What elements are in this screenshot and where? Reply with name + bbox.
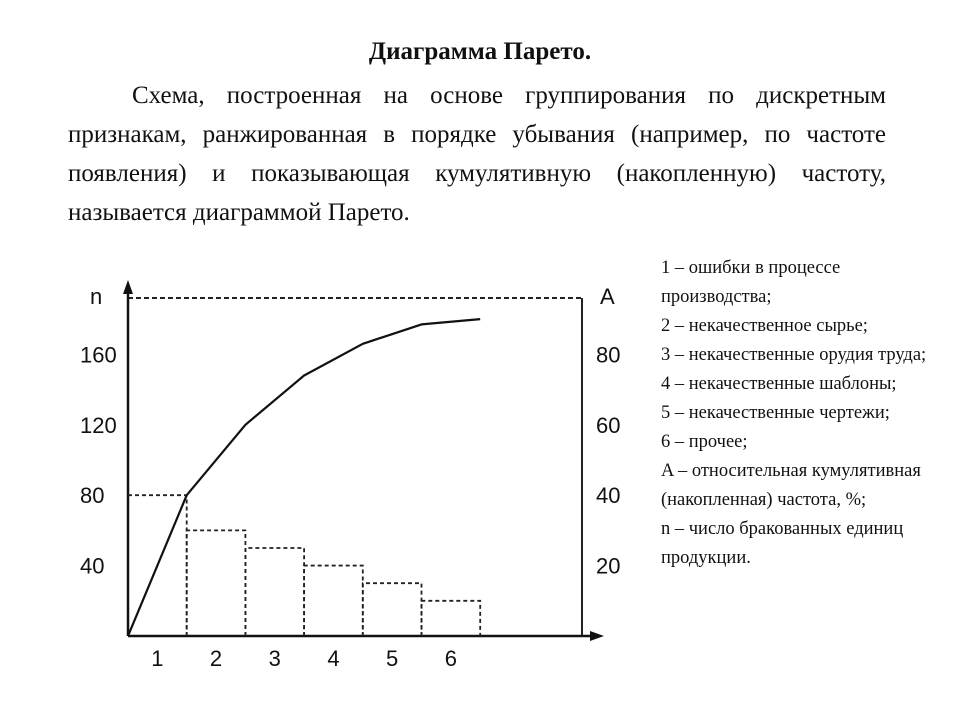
bar xyxy=(422,601,481,636)
y2-tick-label: 60 xyxy=(596,412,621,438)
intro-paragraph: Схема, построенная на основе группирования по дискретным признакам, ранжированная в порядке убывания (например, по частоте появления) и показывающая кумулятивную (накопленную) частоту, называется диаграммой Парето. xyxy=(68,82,886,226)
x-tick-label: 4 xyxy=(327,646,340,671)
y-tick-label: 120 xyxy=(80,412,117,438)
cumulative-line xyxy=(128,319,480,636)
y2-tick-label: 80 xyxy=(596,342,621,368)
legend-item-6: 6 – прочее; xyxy=(661,432,748,452)
y-tick-label: 80 xyxy=(80,483,105,509)
legend xyxy=(661,254,946,573)
x-tick-label: 1 xyxy=(151,646,164,671)
bar xyxy=(304,566,363,636)
x-tick-label: 2 xyxy=(209,646,223,671)
x-tick-label: 3 xyxy=(268,646,281,671)
y-tick-label: 40 xyxy=(80,553,105,579)
x-tick-label: 5 xyxy=(386,646,399,671)
y-tick-label: 160 xyxy=(80,342,117,368)
y2-axis-label: A xyxy=(600,284,615,309)
y-axis-label: n xyxy=(90,284,103,309)
y-axis-arrow xyxy=(123,280,133,294)
legend-item-2: 2 – некачественное сырье; xyxy=(661,316,868,336)
x-axis-arrow xyxy=(590,631,604,641)
bar xyxy=(363,583,422,636)
legend-item-n: n – число бракованных единиц продукции. xyxy=(661,519,904,568)
legend-item-1: 1 – ошибки в процессе производства; xyxy=(661,258,841,307)
legend-item-4: 4 – некачественные шаблоны; xyxy=(661,374,897,394)
bar xyxy=(245,548,304,636)
legend-item-5: 5 – некачественные чертежи; xyxy=(661,403,890,423)
bar xyxy=(187,530,246,636)
legend-item-a: A – относительная кумулятивная (накопленная) частота, %; xyxy=(661,461,921,510)
legend-item-3: 3 – некачественные орудия труда; xyxy=(661,345,927,365)
y2-tick-label: 40 xyxy=(596,483,621,509)
slide-title: Диаграмма Парето. xyxy=(368,38,592,65)
y2-tick-label: 20 xyxy=(596,553,621,579)
x-tick-label: 6 xyxy=(444,646,457,671)
